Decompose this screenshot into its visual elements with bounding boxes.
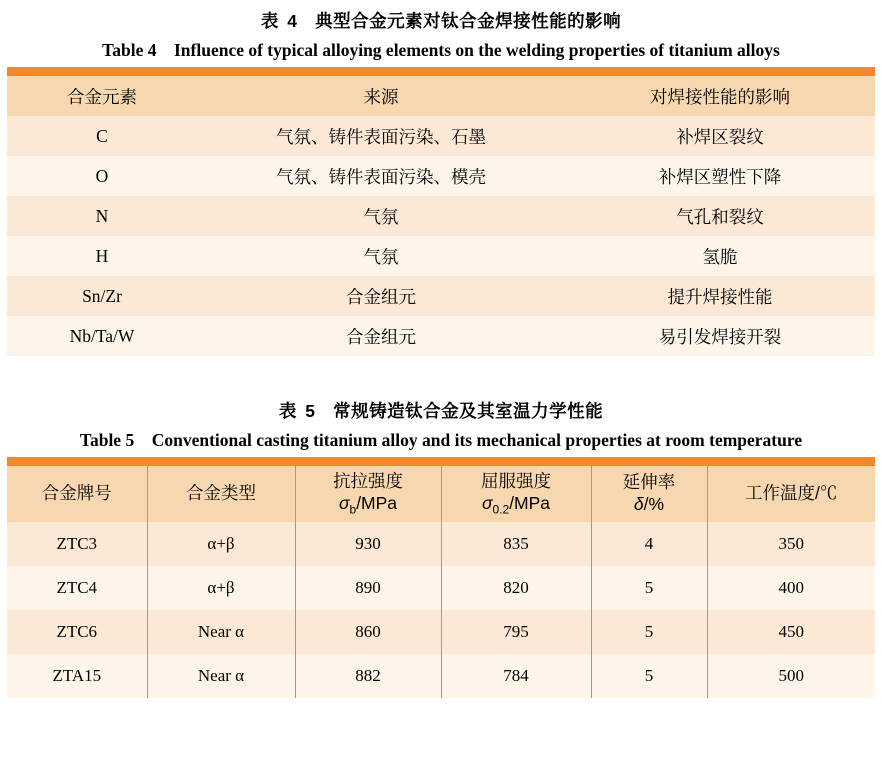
table-5 (7, 457, 875, 698)
table4-cell-2-1: 气氛 (197, 196, 565, 236)
table5-caption-chinese-text: 常规铸造钛合金及其室温力学性能 (333, 401, 604, 421)
table5-header-cell-3-line2: $\sigma_{0.2}$/MPa (481, 492, 551, 517)
table4-header-cell-2: 对焊接性能的影响 (565, 76, 875, 116)
table4-header-row (7, 76, 875, 116)
table5-header-cell-3-line1: 屈服强度 (481, 470, 551, 491)
table5-header-row (7, 466, 875, 522)
table5-cell-0-1: α+β (147, 522, 295, 566)
table4-cell-5-2: 易引发焊接开裂 (565, 316, 875, 356)
table5-cell-3-3: 784 (441, 654, 591, 698)
table4-cell-5-1: 合金组元 (197, 316, 565, 356)
table5-header-cell-2 (295, 466, 441, 522)
table5-caption-english-label: Table 5 (79, 430, 135, 450)
table5-cell-2-2: 860 (295, 610, 441, 654)
table4-caption-english-text: Influence of typical alloying elements on the welding properties of titanium alloys (173, 40, 780, 60)
table5-header-cell-4-line1: 延伸率 (622, 472, 676, 493)
table4-top-rule (7, 67, 875, 76)
table4-cell-4-2: 提升焊接性能 (565, 276, 875, 316)
table4-caption-english (6, 33, 876, 61)
table5-cell-3-2: 882 (295, 654, 441, 698)
table5-header-cell-4 (591, 466, 707, 522)
table5-cell-1-1: α+β (147, 566, 295, 610)
table5-cell-1-5: 400 (707, 566, 875, 610)
table5-header-cell-1-line1: 合金类型 (186, 483, 256, 504)
table4-cell-3-2: 氢脆 (565, 236, 875, 276)
table4-cell-0-1: 气氛、铸件表面污染、石墨 (197, 116, 565, 156)
table5-cell-1-3: 820 (441, 566, 591, 610)
table5-header-cell-0-line1: 合金牌号 (41, 483, 112, 504)
table5-top-rule (7, 457, 875, 466)
table4-row-4 (7, 276, 875, 316)
table5-cell-3-1: Near α (147, 654, 295, 698)
table4-cell-1-1: 气氛、铸件表面污染、模壳 (197, 156, 565, 196)
table5-caption-chinese-label: 表 5 (278, 401, 317, 421)
spacer-between-tables (6, 356, 876, 390)
table5-header-cell-5 (707, 466, 875, 522)
table4-cell-4-1: 合金组元 (197, 276, 565, 316)
table5-cell-2-3: 795 (441, 610, 591, 654)
table4-cell-0-0: C (7, 116, 197, 156)
table4-cell-4-0: Sn/Zr (7, 276, 197, 316)
table4-cell-1-0: O (7, 156, 197, 196)
table5-cell-0-4: 4 (591, 522, 707, 566)
table5-cell-0-2: 930 (295, 522, 441, 566)
table5-row-2 (7, 610, 875, 654)
table5-row-0 (7, 522, 875, 566)
table4-cell-2-2: 气孔和裂纹 (565, 196, 875, 236)
table4-cell-0-2: 补焊区裂纹 (565, 116, 875, 156)
table4-row-0 (7, 116, 875, 156)
table5-cell-1-2: 890 (295, 566, 441, 610)
table5-cell-2-1: Near α (147, 610, 295, 654)
table4-cell-3-0: H (7, 236, 197, 276)
table4-cell-3-1: 气氛 (197, 236, 565, 276)
table5-cell-3-5: 500 (707, 654, 875, 698)
table5-caption-english-text: Conventional casting titanium alloy and its mechanical properties at room temperature (151, 430, 803, 450)
table4-caption-chinese (6, 0, 876, 33)
table5-top-rule-cell (7, 457, 875, 466)
table4-header-cell-1: 来源 (197, 76, 565, 116)
table4-row-2 (7, 196, 875, 236)
table5-header-cell-3 (441, 466, 591, 522)
table4-caption-chinese-text: 典型合金元素对钛合金焊接性能的影响 (315, 11, 622, 31)
table5-cell-2-0: ZTC6 (7, 610, 147, 654)
table5-row-3 (7, 654, 875, 698)
table4-caption-english-label: Table 4 (102, 40, 157, 60)
table4-header-cell-0: 合金元素 (7, 76, 197, 116)
table4-caption-chinese-label: 表 4 (260, 11, 299, 31)
table4-row-5 (7, 316, 875, 356)
table5-cell-2-4: 5 (591, 610, 707, 654)
table5-header-cell-5-line1: 工作温度/℃ (745, 483, 838, 504)
table4-row-1 (7, 156, 875, 196)
table5-header-cell-4-line2: δ/% (633, 494, 665, 514)
table5-header-cell-2-line1: 抗拉强度 (333, 470, 403, 491)
table5-caption-chinese (6, 390, 876, 423)
table5-header-cell-1 (147, 466, 295, 522)
table4-cell-2-0: N (7, 196, 197, 236)
table5-cell-0-3: 835 (441, 522, 591, 566)
table5-cell-0-5: 350 (707, 522, 875, 566)
table5-header-cell-0 (7, 466, 147, 522)
table5-row-1 (7, 566, 875, 610)
table4-row-3 (7, 236, 875, 276)
table4-cell-1-2: 补焊区塑性下降 (565, 156, 875, 196)
table5-cell-1-0: ZTC4 (7, 566, 147, 610)
table5-cell-0-0: ZTC3 (7, 522, 147, 566)
table5-header-cell-2-line2: $\sigma_b$/MPa (338, 492, 398, 517)
table5-cell-3-0: ZTA15 (7, 654, 147, 698)
table4-top-rule-cell (7, 67, 875, 76)
table4-cell-5-0: Nb/Ta/W (7, 316, 197, 356)
table-4 (7, 67, 875, 356)
table5-cell-2-5: 450 (707, 610, 875, 654)
table5-caption-english (6, 423, 876, 451)
table5-cell-3-4: 5 (591, 654, 707, 698)
table5-cell-1-4: 5 (591, 566, 707, 610)
